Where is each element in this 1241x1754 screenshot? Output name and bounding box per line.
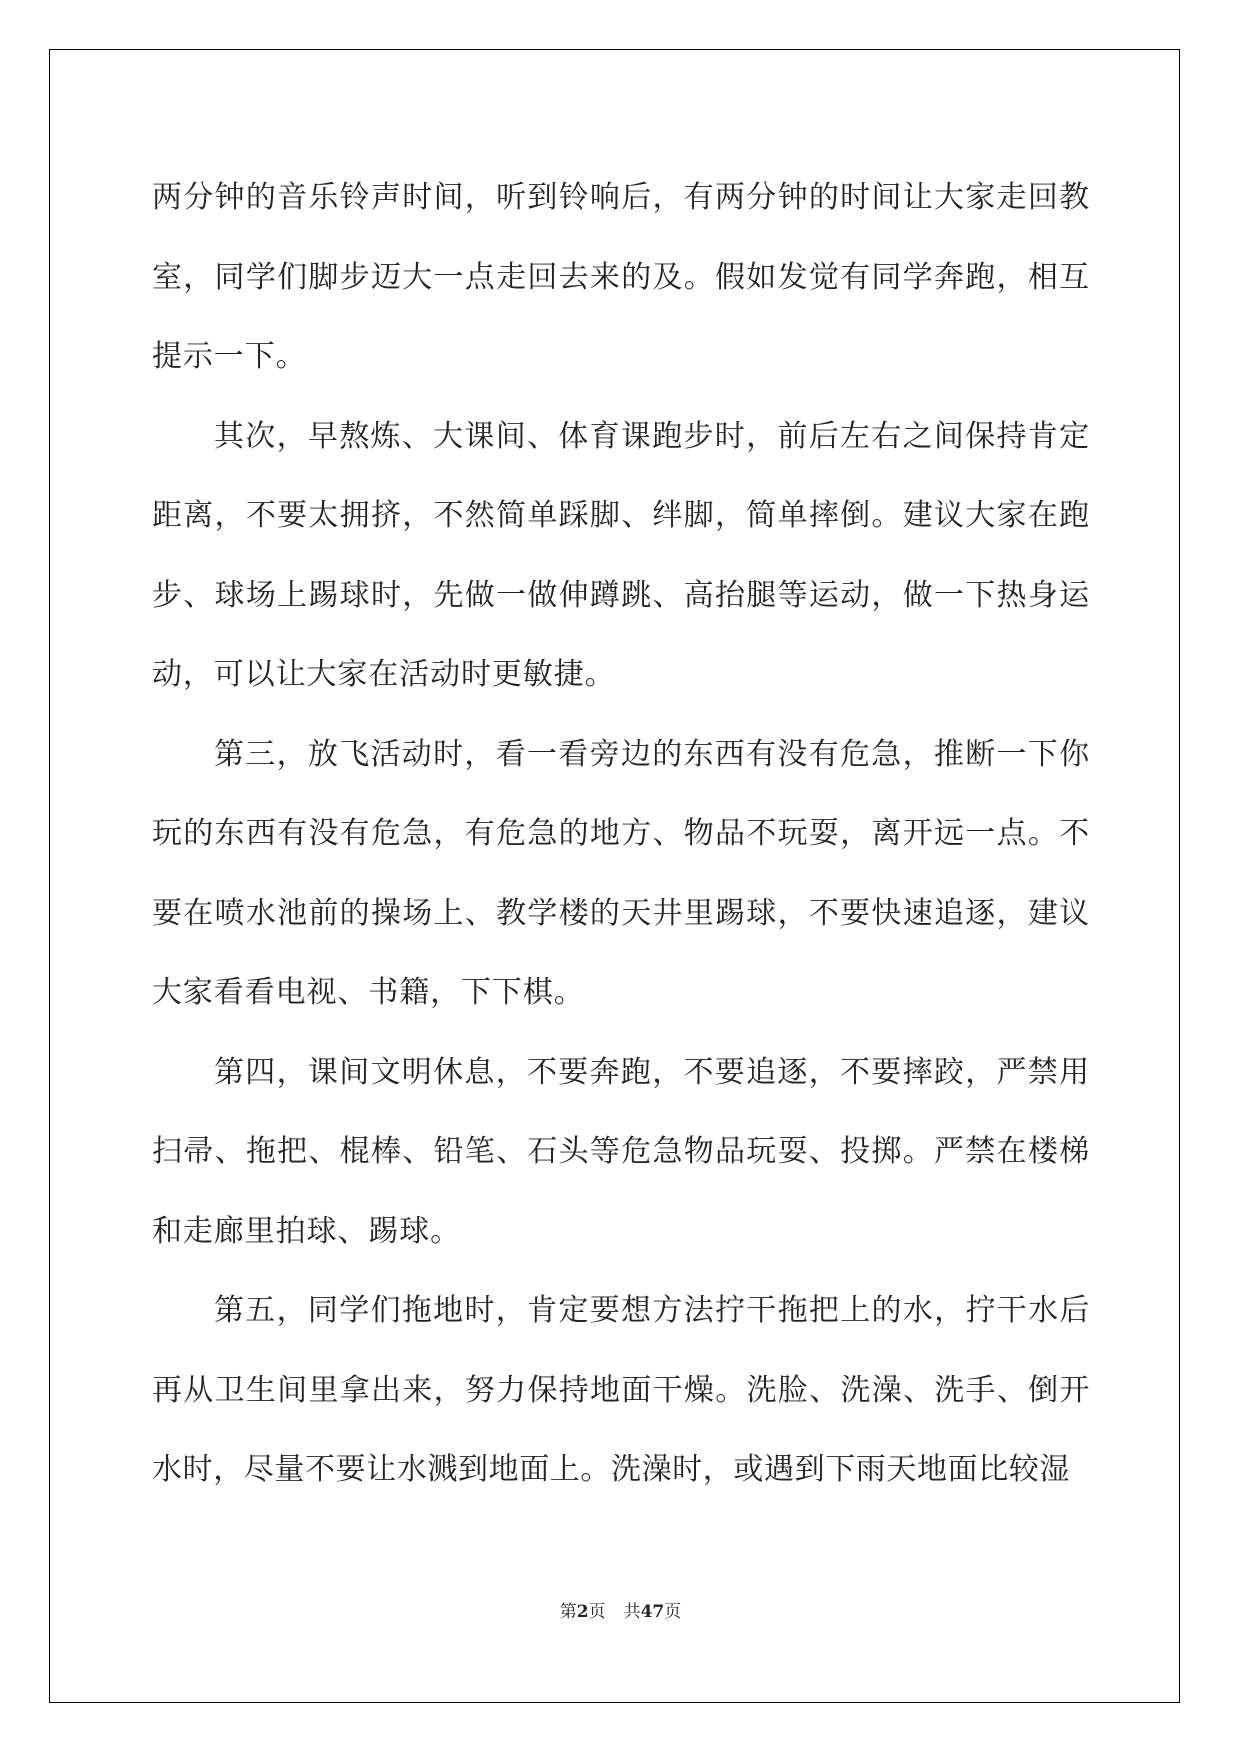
page-number: 2 xyxy=(576,1602,589,1622)
paragraph-3: 第三，放飞活动时，看一看旁边的东西有没有危急，推断一下你玩的东西有没有危急，有危急的地方、物品不玩耍，离开远一点。不要在喷水池前的操场上、教学楼的天井里踢球，不要快速追逐，建议大家看看电视、书籍，下下棋。 xyxy=(152,736,1090,1010)
total-pages: 47 xyxy=(640,1602,665,1622)
paragraph-5: 第五，同学们拖地时，肯定要想方法拧干拖把上的水，拧干水后再从卫生间里拿出来，努力保持地面干燥。洗脸、洗澡、洗手、倒开水时，尽量不要让水溅到地面上。洗澡时，或遇到下雨天地面比较湿 xyxy=(152,1293,1090,1487)
total-pages-prefix: 共 xyxy=(623,1602,641,1622)
total-pages-suffix: 页 xyxy=(664,1602,682,1622)
page-footer xyxy=(0,1597,1241,1622)
page-number-suffix: 页 xyxy=(588,1602,606,1622)
document-body xyxy=(152,158,1090,1510)
paragraph-1: 两分钟的音乐铃声时间，听到铃响后，有两分钟的时间让大家走回教室，同学们脚步迈大一点走回去来的及。假如发觉有同学奔跑，相互提示一下。 xyxy=(152,180,1090,374)
paragraph-2: 其次，早熬炼、大课间、体育课跑步时，前后左右之间保持肯定距离，不要太拥挤，不然简单踩脚、绊脚，简单摔倒。建议大家在跑步、球场上踢球时，先做一做伸蹲跳、高抬腿等运动，做一下热身运动，可以让大家在活动时更敏捷。 xyxy=(152,418,1090,692)
page-number-prefix: 第 xyxy=(559,1602,577,1622)
paragraph-4: 第四，课间文明休息，不要奔跑，不要追逐，不要摔跤，严禁用扫帚、拖把、棍棒、铅笔、石头等危急物品玩耍、投掷。严禁在楼梯和走廊里拍球、踢球。 xyxy=(152,1054,1090,1249)
